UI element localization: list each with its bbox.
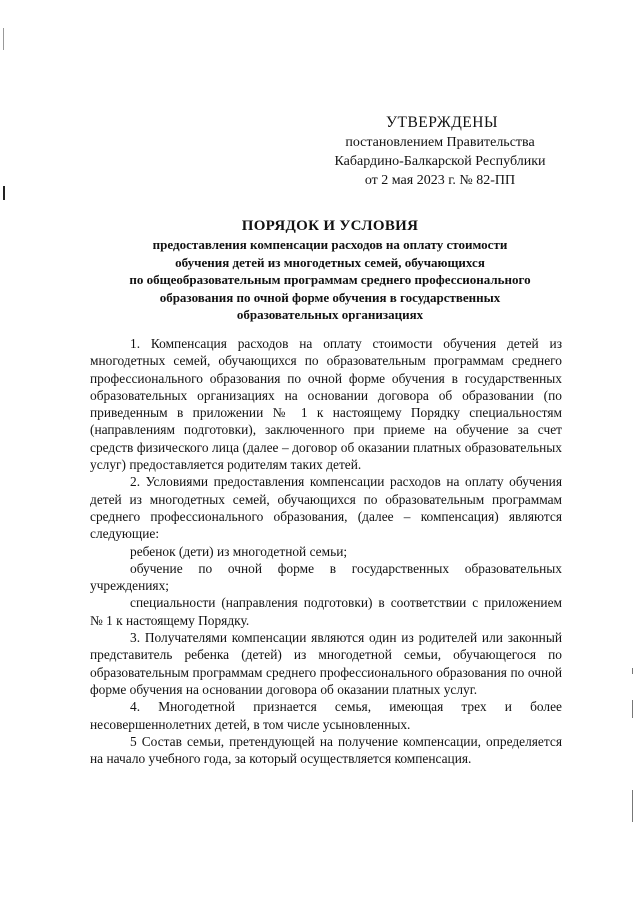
paragraph-5: 5 Состав семьи, претендующей на получение компенсации, определяется на начало учебного года, за который осуществляется компенсация. <box>90 733 562 767</box>
approval-line: Кабардино-Балкарской Республики <box>334 154 546 169</box>
title-subline: по общеобразовательным программам среднего профессионального <box>129 272 531 287</box>
approval-line: постановлением Правительства <box>345 135 535 150</box>
paragraph-2: 2. Условиями предоставления компенсации расходов на оплату обучения детей из многодетных семей, обучающихся по образовательным программам среднего профессионального образования, (далее – компенсация) являются следующие: <box>90 474 562 542</box>
scan-mark <box>632 700 633 718</box>
title-subline: предоставления компенсации расходов на оплату стоимости <box>152 237 508 252</box>
document-title <box>80 217 580 324</box>
scan-mark <box>632 790 633 822</box>
title-main: ПОРЯДОК И УСЛОВИЯ <box>241 218 419 234</box>
approval-date: от 2 мая 2023 г. № 82-ПП <box>364 173 516 188</box>
approval-heading: УТВЕРЖДЕНЫ <box>386 114 498 131</box>
scan-mark <box>632 668 633 674</box>
document-body <box>90 335 562 767</box>
title-subline: образовательных организациях <box>236 307 424 322</box>
scan-mark <box>3 28 4 50</box>
condition-item: обучение по очной форме в государственных образовательных учреждениях; <box>90 560 562 594</box>
paragraph-4: 4. Многодетной признается семья, имеющая трех и более несовершеннолетних детей, в том числе усыновленных. <box>90 699 562 732</box>
title-subline: обучения детей из многодетных семей, обучающихся <box>175 254 485 270</box>
condition-item: ребенок (дети) из многодетной семьи; <box>130 543 348 559</box>
condition-item: специальности (направления подготовки) в соответствии с приложением № 1 к настоящему Порядку. <box>90 595 562 628</box>
paragraph-3: 3. Получателями компенсации являются один из родителей или законный представитель ребенка (детей) из многодетной семьи, обучающегося по образовательным программам среднего профессионального образования по очной форме обучения на основании договора об оказании платных услуг. <box>90 630 562 697</box>
title-subline: образования по очной форме обучения в государственных <box>159 289 501 305</box>
scan-mark <box>3 186 5 200</box>
paragraph-1: 1. Компенсация расходов на оплату стоимости обучения детей из многодетных семей, обучающихся по образовательным программам среднего профессионального образования по очной форме обучения в государственных образовательных организациях на основании договора об образовании (по приведенным в приложении № 1 к настоящему Порядку специальностям (направлениям подготовки), заключенного при приеме на обучение за счет средств физического лица (далее – договор об оказании платных образовательных услуг) предоставляется родителям таких детей. <box>90 336 562 473</box>
approval-stamp <box>310 112 570 190</box>
